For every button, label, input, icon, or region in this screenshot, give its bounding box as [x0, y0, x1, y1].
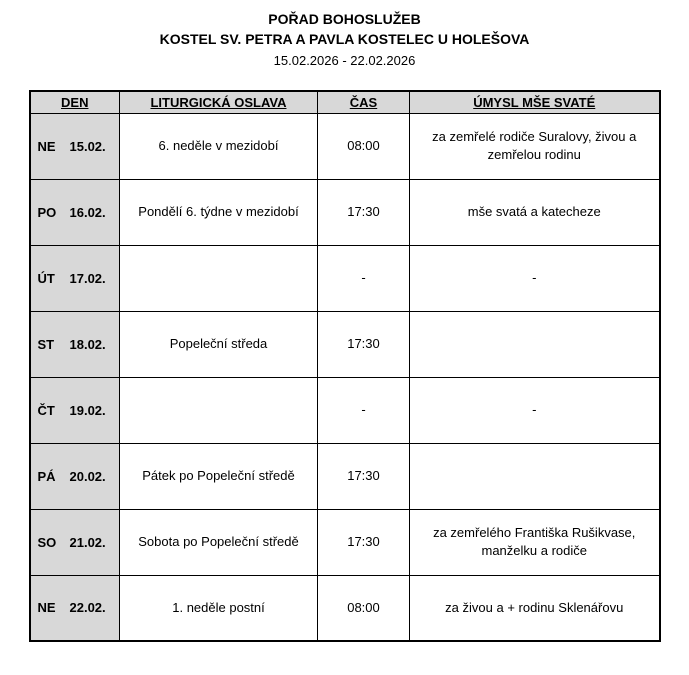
cell-intention: - — [410, 377, 660, 443]
cell-celebration — [120, 377, 318, 443]
day-date: 17.02. — [69, 270, 106, 286]
cell-time: 08:00 — [318, 113, 410, 179]
cell-intention: mše svatá a katecheze — [410, 179, 660, 245]
cell-time: 17:30 — [318, 509, 410, 575]
day-abbrev: PÁ — [37, 468, 56, 484]
table-row — [30, 377, 660, 443]
cell-time: - — [318, 245, 410, 311]
cell-day — [30, 113, 120, 179]
cell-day — [30, 311, 120, 377]
cell-day — [30, 245, 120, 311]
table-row — [30, 113, 660, 179]
church-name: KOSTEL SV. PETRA A PAVLA KOSTELEC U HOLEŠOVA — [159, 31, 530, 47]
table-row — [30, 245, 660, 311]
day-date: 19.02. — [69, 402, 106, 418]
cell-intention: za zemřelého Františka Rušikvase, manželku a rodiče — [410, 509, 660, 575]
table-row — [30, 443, 660, 509]
table-row — [30, 575, 660, 641]
document-header — [0, 10, 689, 71]
cell-celebration: 6. neděle v mezidobí — [120, 113, 318, 179]
cell-celebration: Sobota po Popeleční středě — [120, 509, 318, 575]
header-cas: ČAS — [318, 91, 410, 113]
cell-intention — [410, 443, 660, 509]
table-header-row — [30, 91, 660, 113]
cell-day — [30, 443, 120, 509]
cell-celebration — [120, 245, 318, 311]
cell-intention: - — [410, 245, 660, 311]
cell-time: 08:00 — [318, 575, 410, 641]
day-abbrev: PO — [37, 204, 57, 220]
cell-time: 17:30 — [318, 311, 410, 377]
cell-celebration: 1. neděle postní — [120, 575, 318, 641]
table-row — [30, 179, 660, 245]
day-date: 18.02. — [69, 336, 106, 352]
page-title: POŘAD BOHOSLUŽEB — [268, 11, 421, 27]
day-abbrev: ÚT — [37, 270, 55, 286]
cell-celebration: Pátek po Popeleční středě — [120, 443, 318, 509]
day-abbrev: ČT — [37, 402, 55, 418]
day-date: 21.02. — [69, 534, 106, 550]
table-row — [30, 311, 660, 377]
cell-intention — [410, 311, 660, 377]
header-oslava: LITURGICKÁ OSLAVA — [120, 91, 318, 113]
cell-intention: za zemřelé rodiče Suralovy, živou a zemřelou rodinu — [410, 113, 660, 179]
cell-time: 17:30 — [318, 179, 410, 245]
day-abbrev: ST — [37, 336, 55, 352]
day-abbrev: NE — [37, 138, 56, 154]
header-den: DEN — [30, 91, 120, 113]
cell-day — [30, 509, 120, 575]
cell-celebration: Popeleční středa — [120, 311, 318, 377]
header-umysl: ÚMYSL MŠE SVATÉ — [410, 91, 660, 113]
schedule-table — [29, 90, 661, 642]
day-date: 15.02. — [69, 138, 106, 154]
cell-time: 17:30 — [318, 443, 410, 509]
day-abbrev: SO — [37, 534, 57, 550]
cell-day — [30, 179, 120, 245]
cell-intention: za živou a + rodinu Sklenářovu — [410, 575, 660, 641]
table-row — [30, 509, 660, 575]
cell-time: - — [318, 377, 410, 443]
day-date: 20.02. — [69, 468, 106, 484]
day-date: 16.02. — [69, 204, 106, 220]
date-range: 15.02.2026 - 22.02.2026 — [273, 53, 416, 68]
cell-day — [30, 575, 120, 641]
cell-day — [30, 377, 120, 443]
day-abbrev: NE — [37, 600, 56, 616]
day-date: 22.02. — [69, 600, 106, 616]
cell-celebration: Pondělí 6. týdne v mezidobí — [120, 179, 318, 245]
